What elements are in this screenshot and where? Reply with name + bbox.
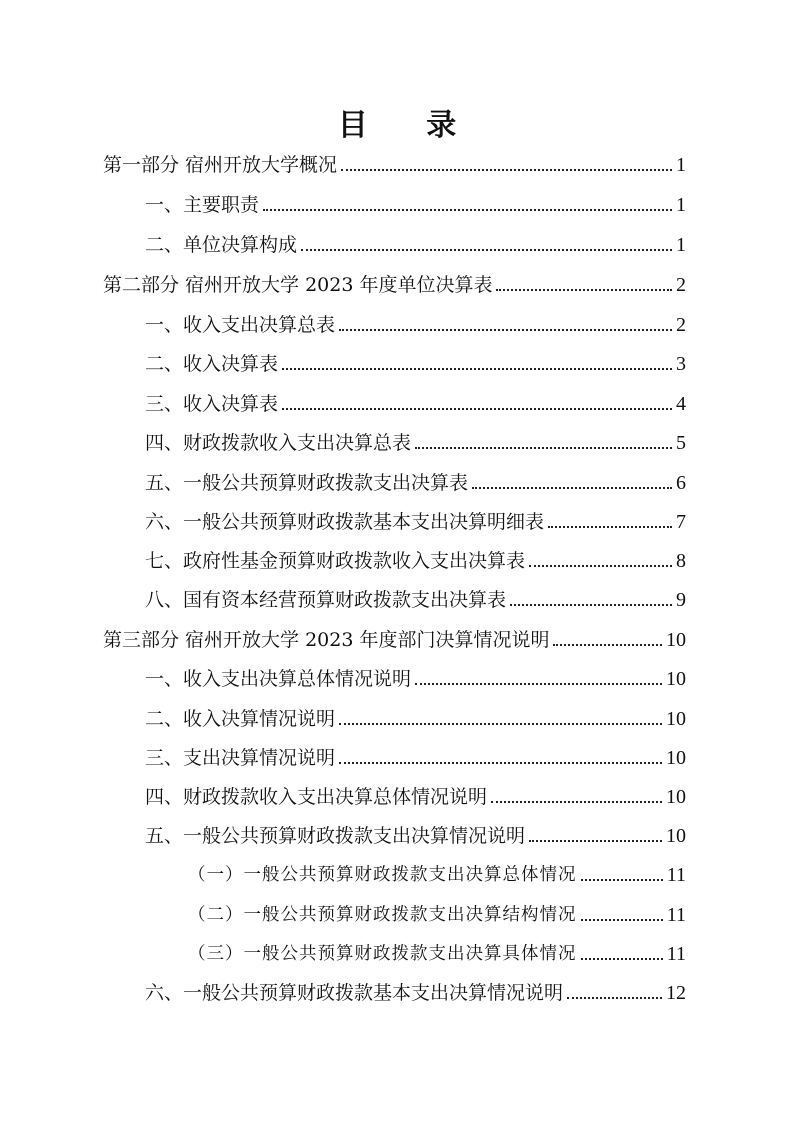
toc-entry-label: 三、收入决算表 — [145, 393, 279, 415]
toc-entry-page: 7 — [676, 511, 686, 533]
dot-leader — [510, 604, 672, 606]
toc-entry-income-table-b[interactable] — [145, 386, 686, 416]
dot-leader — [415, 447, 672, 449]
toc-entry-part-1[interactable] — [103, 147, 686, 177]
toc-entry-label: 第二部分 宿州开放大学 2023 年度单位决算表 — [103, 274, 493, 296]
toc-entry-page: 5 — [676, 432, 686, 454]
toc-entry-basic-expense-explanation[interactable] — [145, 975, 686, 1005]
toc-entry-part-2[interactable] — [103, 267, 686, 297]
toc-entry-page: 10 — [666, 747, 686, 769]
dot-leader — [529, 840, 662, 842]
toc-entry-label: 二、单位决算构成 — [145, 234, 298, 256]
toc-entry-general-budget-expense[interactable] — [145, 465, 686, 495]
toc-entry-page: 10 — [666, 708, 686, 730]
toc-entry-page: 11 — [666, 943, 686, 965]
toc-entry-page: 3 — [676, 353, 686, 375]
toc-entry-label: 一、主要职责 — [145, 194, 260, 216]
toc-entry-expense-explanation[interactable] — [145, 740, 686, 770]
toc-entry-label: （一）一般公共预算财政拨款支出决算总体情况 — [188, 865, 577, 885]
toc-entry-general-budget-explanation[interactable] — [145, 818, 686, 848]
toc-entry-page: 1 — [676, 234, 686, 256]
dot-leader — [282, 408, 672, 410]
toc-entry-basic-expense-detail[interactable] — [145, 504, 686, 534]
toc-entry-government-fund[interactable] — [145, 543, 686, 573]
dot-leader — [341, 169, 672, 171]
dot-leader — [301, 249, 672, 251]
dot-leader — [553, 644, 662, 646]
toc-entry-label: 一、收入支出决算总体情况说明 — [145, 668, 412, 690]
toc-entry-label: 一、收入支出决算总表 — [145, 314, 336, 336]
toc-entry-income-explanation[interactable] — [145, 701, 686, 731]
toc-entry-label: 第三部分 宿州开放大学 2023 年度部门决算情况说明 — [103, 629, 550, 651]
toc-entry-page: 6 — [676, 472, 686, 494]
dot-leader — [263, 209, 672, 211]
dot-leader — [567, 997, 662, 999]
toc-entry-label: 五、一般公共预算财政拨款支出决算表 — [145, 472, 469, 494]
toc-entry-page: 8 — [676, 550, 686, 572]
toc-entry-label: 六、一般公共预算财政拨款基本支出决算明细表 — [145, 511, 545, 533]
toc-entry-fiscal-overall-explanation[interactable] — [145, 779, 686, 809]
toc-entry-label: 二、收入决算表 — [145, 353, 279, 375]
toc-entry-page: 10 — [666, 825, 686, 847]
toc-entry-label: 四、财政拨款收入支出决算总表 — [145, 432, 412, 454]
dot-leader — [581, 879, 663, 881]
toc-entry-label: 七、政府性基金预算财政拨款收入支出决算表 — [145, 550, 526, 572]
toc-entry-label: 二、收入决算情况说明 — [145, 708, 336, 730]
toc-entry-income-table-a[interactable] — [145, 346, 686, 376]
dot-leader — [339, 723, 662, 725]
toc-entry-page: 9 — [676, 589, 686, 611]
toc-title: 目 录 — [337, 108, 481, 143]
toc-entry-state-capital[interactable] — [145, 582, 686, 612]
toc-entry-label: 四、财政拨款收入支出决算总体情况说明 — [145, 786, 488, 808]
toc-entry-page: 2 — [676, 274, 686, 296]
toc-entry-sub-overall[interactable] — [188, 857, 686, 887]
dot-leader — [491, 801, 662, 803]
toc-entry-page: 4 — [676, 393, 686, 415]
toc-entry-page: 1 — [676, 154, 686, 176]
dot-leader — [581, 919, 663, 921]
toc-entry-sub-structure[interactable] — [188, 897, 686, 927]
dot-leader — [339, 762, 662, 764]
toc-entry-label: 五、一般公共预算财政拨款支出决算情况说明 — [145, 825, 526, 847]
toc-entry-page: 2 — [676, 314, 686, 336]
toc-entry-unit-composition[interactable] — [145, 227, 686, 257]
dot-leader — [529, 565, 672, 567]
toc-entry-page: 11 — [666, 864, 686, 886]
toc-entry-page: 1 — [676, 194, 686, 216]
dot-leader — [581, 958, 663, 960]
toc-entry-page: 11 — [666, 904, 686, 926]
toc-entry-label: （二）一般公共预算财政拨款支出决算结构情况 — [188, 905, 577, 925]
toc-entry-fiscal-summary[interactable] — [145, 425, 686, 455]
toc-entry-label: 六、一般公共预算财政拨款基本支出决算情况说明 — [145, 982, 564, 1004]
toc-entry-sub-specific[interactable] — [188, 936, 686, 966]
toc-entry-label: （三）一般公共预算财政拨款支出决算具体情况 — [188, 944, 577, 964]
toc-entry-income-expense-summary[interactable] — [145, 307, 686, 337]
toc-entry-part-3[interactable] — [103, 622, 686, 652]
dot-leader — [415, 683, 662, 685]
toc-entry-main-duties[interactable] — [145, 187, 686, 217]
toc-entry-page: 10 — [666, 629, 686, 651]
toc-entry-page: 12 — [666, 982, 686, 1004]
toc-entry-label: 八、国有资本经营预算财政拨款支出决算表 — [145, 589, 507, 611]
dot-leader — [282, 368, 672, 370]
toc-entry-overall-explanation[interactable] — [145, 661, 686, 691]
dot-leader — [548, 526, 672, 528]
dot-leader — [339, 329, 672, 331]
toc-entry-page: 10 — [666, 668, 686, 690]
toc-entry-label: 第一部分 宿州开放大学概况 — [103, 154, 338, 176]
dot-leader — [496, 289, 672, 291]
toc-entry-label: 三、支出决算情况说明 — [145, 747, 336, 769]
toc-entry-page: 10 — [666, 786, 686, 808]
dot-leader — [472, 487, 672, 489]
